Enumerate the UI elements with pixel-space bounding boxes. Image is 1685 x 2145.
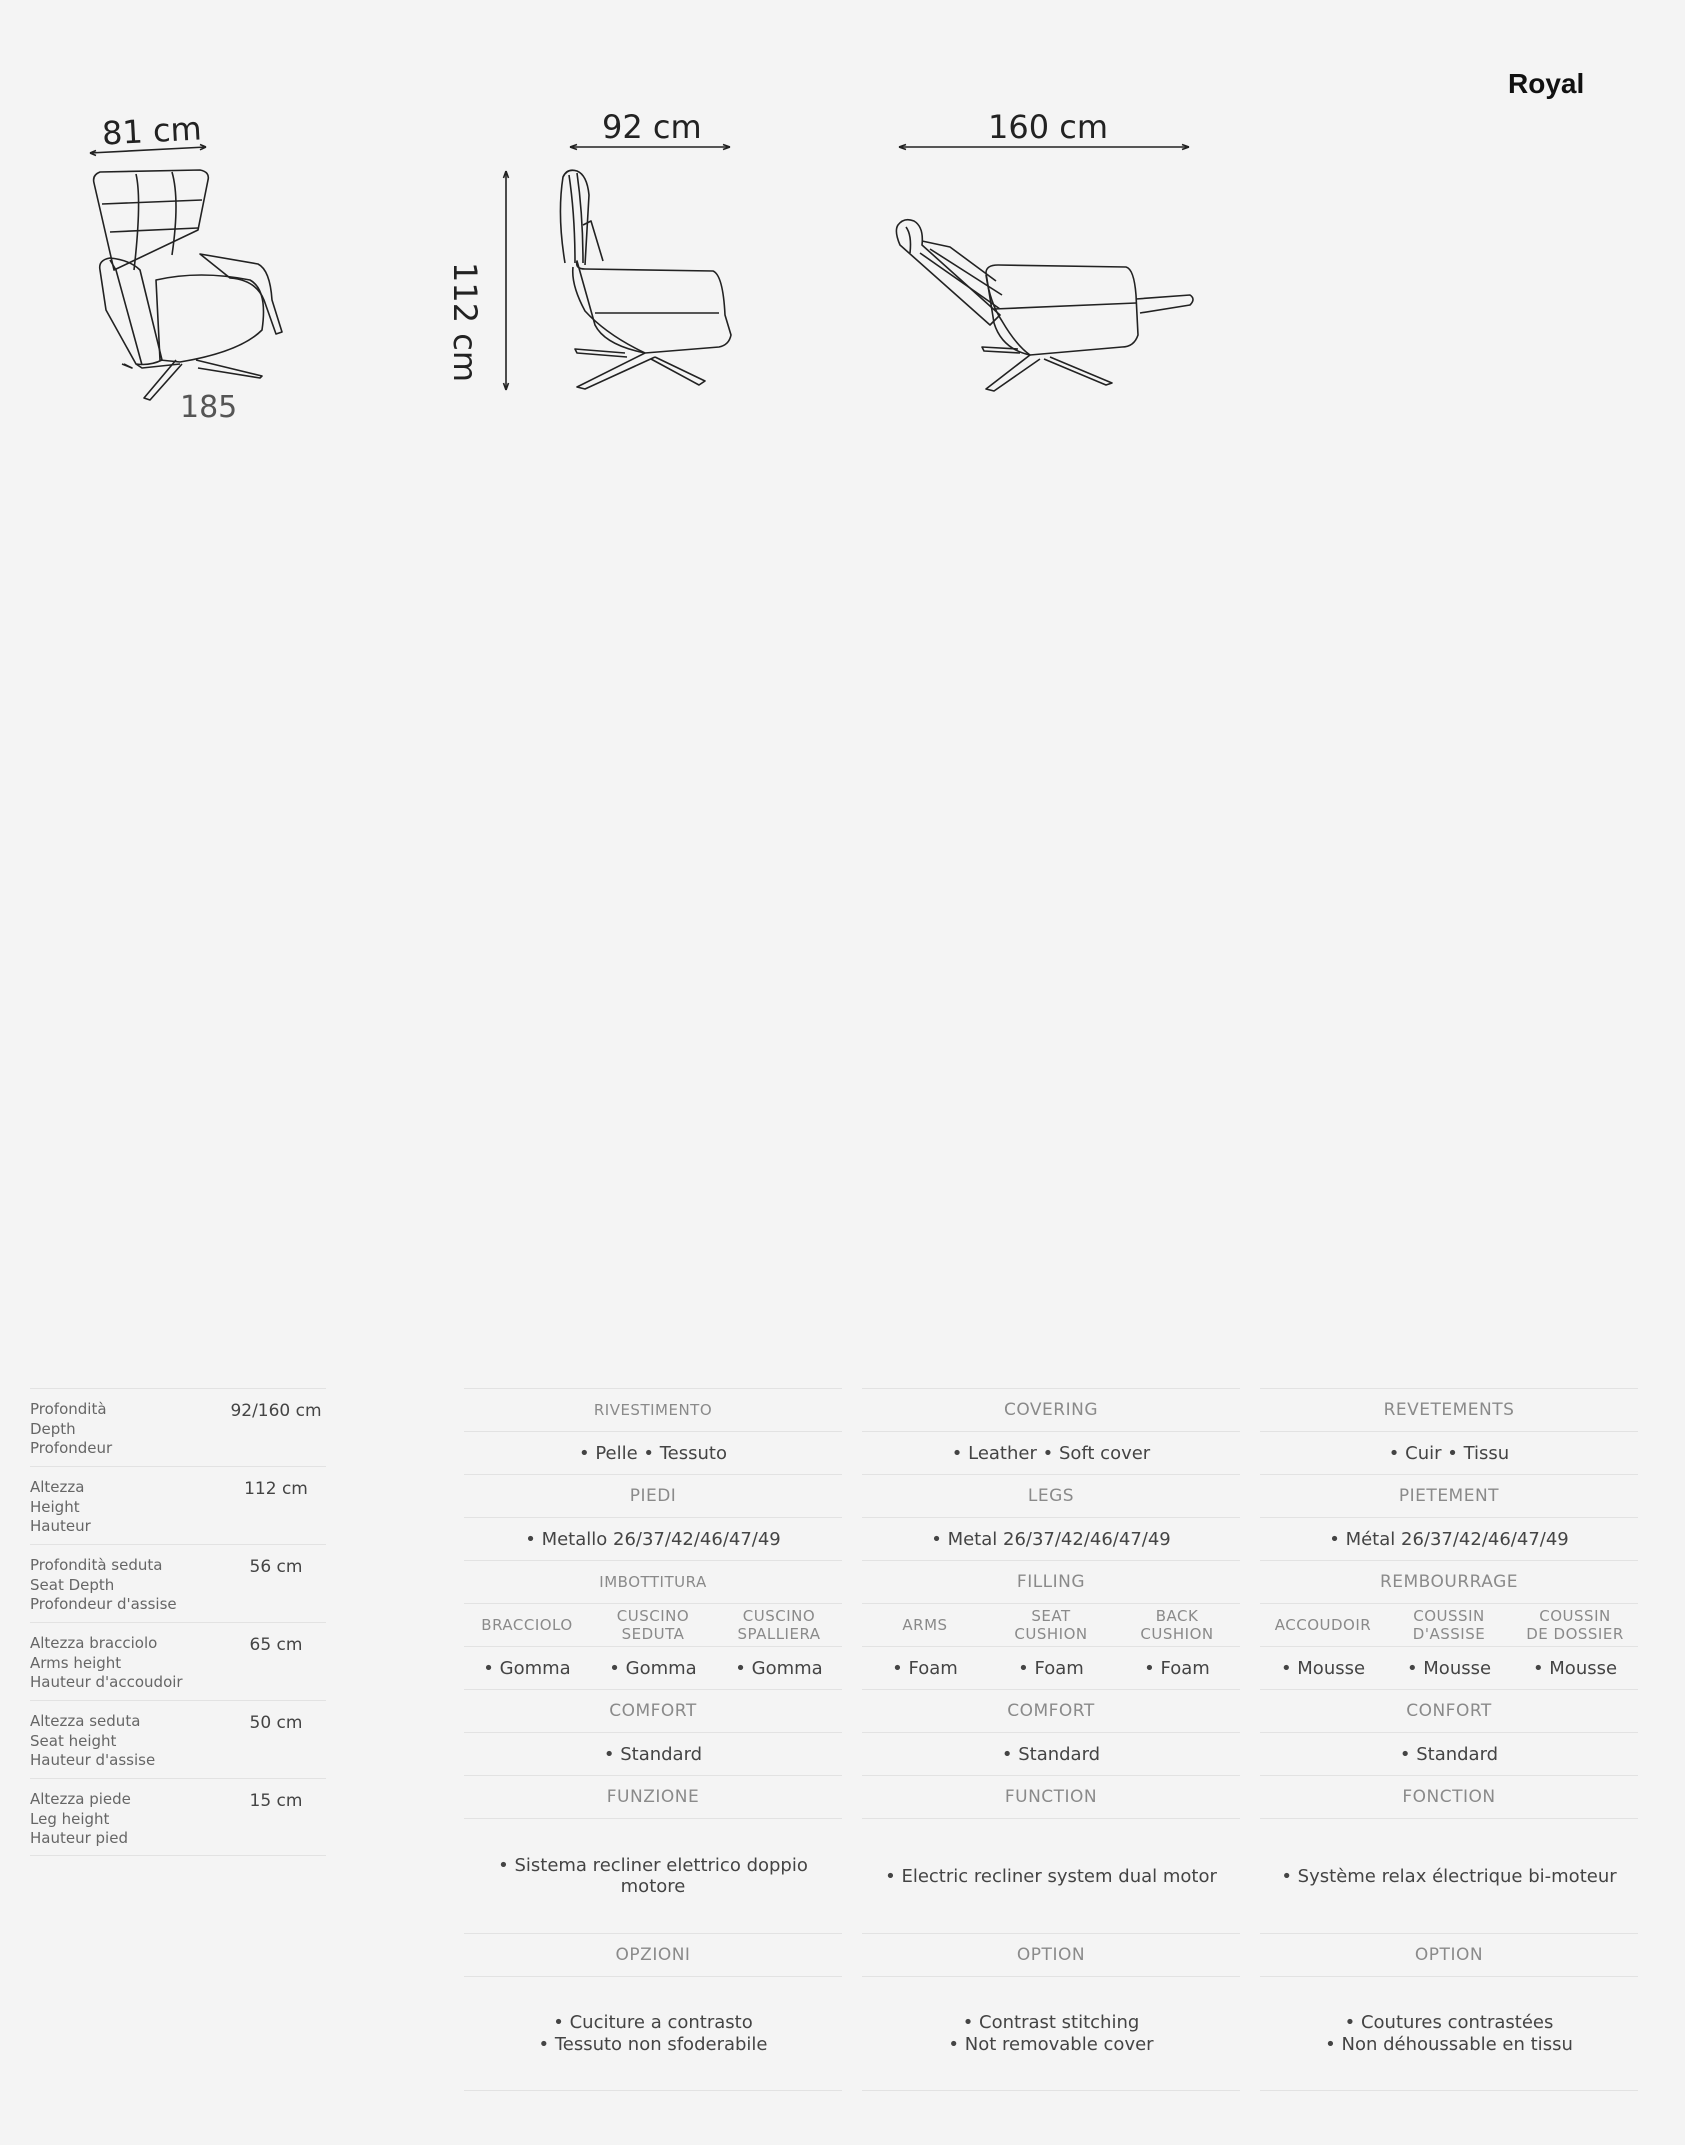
dimension-value: 65 cm [249,1635,303,1655]
front-width-label: 81 cm [101,109,203,153]
dimension-name-it: Profondità seduta [30,1556,163,1574]
dimension-name-fr: Profondeur d'assise [30,1595,177,1613]
dimension-name-en: Leg height [30,1809,110,1828]
brand-name: Royal [1508,68,1585,99]
filling-subheader-label: COUSSIN D'ASSISE [1412,1607,1486,1643]
filling-subheader-label: BRACCIOLO [481,1616,573,1634]
dimension-name-en: Height [30,1497,80,1516]
dimension-name-fr: Hauteur pied [30,1829,128,1847]
option-value: • Contrast stitching [962,2011,1140,2033]
spec-column-english [862,1388,1240,2091]
function-header: FUNZIONE [464,1775,842,1818]
filling-subheaders [862,1603,1240,1646]
filling-subheader-label: ARMS [902,1616,948,1634]
dimension-name-it: Altezza [30,1478,85,1496]
dimension-name-it: Altezza piede [30,1790,131,1808]
legs-header: PIETEMENT [1260,1474,1638,1517]
filling-values [1260,1646,1638,1689]
filling-header: IMBOTTITURA [464,1560,842,1603]
option-values [862,1976,1240,2091]
covering-header: REVETEMENTS [1260,1388,1638,1431]
option-header: OPTION [862,1933,1240,1976]
filling-value: • Foam [1144,1657,1210,1679]
covering-value: • Leather • Soft cover [862,1431,1240,1474]
dimension-value: 50 cm [249,1713,303,1733]
function-value: • Electric recliner system dual motor [862,1818,1240,1933]
filling-subheader [988,1604,1114,1646]
filling-subheader-label: BACK CUSHION [1140,1607,1214,1643]
filling-header: REMBOURRAGE [1260,1560,1638,1603]
filling-subheader [1512,1604,1638,1646]
legs-header: LEGS [862,1474,1240,1517]
dimension-name-it: Altezza bracciolo [30,1634,158,1652]
filling-subheader [716,1604,842,1646]
dimension-row-height [30,1466,326,1544]
filling-subheader [1386,1604,1512,1646]
dimension-name-en: Seat Depth [30,1575,115,1594]
filling-subheader-label: CUSCINO SPALLIERA [737,1607,821,1643]
filling-subheaders [1260,1603,1638,1646]
legs-value: • Métal 26/37/42/46/47/49 [1260,1517,1638,1560]
option-value: • Non déhoussable en tissu [1325,2033,1573,2055]
spec-column-italian [464,1388,842,2091]
filling-value: • Foam [1018,1657,1084,1679]
filling-values [464,1646,842,1689]
option-value: • Not removable cover [948,2033,1154,2055]
filling-subheader-label: COUSSIN DE DOSSIER [1526,1607,1624,1643]
filling-value: • Gomma [609,1657,697,1679]
filling-value: • Mousse [1406,1657,1492,1679]
legs-value: • Metal 26/37/42/46/47/49 [862,1517,1240,1560]
dimension-row-arms-height [30,1622,326,1700]
reclined-view-drawing [890,135,1210,405]
dimension-name-fr: Profondeur [30,1439,113,1457]
filling-subheader [590,1604,716,1646]
filling-header: FILLING [862,1560,1240,1603]
filling-value: • Gomma [483,1657,571,1679]
dimension-row-leg-height [30,1778,326,1856]
dimension-row-seat-height [30,1700,326,1778]
covering-header: COVERING [862,1388,1240,1431]
dimension-name-en: Arms height [30,1653,122,1672]
dimension-name-fr: Hauteur [30,1517,91,1535]
comfort-value: • Standard [464,1732,842,1775]
legs-header: PIEDI [464,1474,842,1517]
comfort-value: • Standard [1260,1732,1638,1775]
front-view-drawing [80,120,310,420]
filling-subheader-label: CUSCINO SEDUTA [616,1607,690,1643]
comfort-header: COMFORT [862,1689,1240,1732]
filling-value: • Foam [892,1657,958,1679]
dimension-name-en: Depth [30,1419,76,1438]
side-height-label: 112 cm [446,262,484,383]
option-values [464,1976,842,2091]
filling-subheader [862,1604,988,1646]
dimension-row-seat-depth [30,1544,326,1622]
filling-subheader [464,1604,590,1646]
function-value: • Système relax électrique bi-moteur [1260,1818,1638,1933]
dimension-name-en: Seat height [30,1731,117,1750]
dimension-row-depth [30,1388,326,1466]
covering-value: • Pelle • Tessuto [464,1431,842,1474]
filling-value: • Mousse [1532,1657,1618,1679]
option-header: OPZIONI [464,1933,842,1976]
dimension-value: 56 cm [249,1557,303,1577]
filling-subheader-label: ACCOUDOIR [1274,1616,1372,1634]
dimensions-table [30,1388,326,1856]
filling-subheader [1114,1604,1240,1646]
dimension-name-fr: Hauteur d'assise [30,1751,156,1769]
dimension-value: 15 cm [249,1791,303,1811]
filling-subheader [1260,1604,1386,1646]
filling-subheader-label: SEAT CUSHION [1014,1607,1088,1643]
comfort-header: COMFORT [464,1689,842,1732]
reclined-width-label: 160 cm [988,108,1109,146]
option-header: OPTION [1260,1933,1638,1976]
function-value: • Sistema recliner elettrico doppio motore [464,1818,842,1933]
function-header: FONCTION [1260,1775,1638,1818]
dimension-value: 112 cm [244,1479,308,1499]
comfort-header: CONFORT [1260,1689,1638,1732]
dimension-value: 92/160 cm [230,1401,322,1421]
filling-value: • Mousse [1280,1657,1366,1679]
side-view-drawing [495,135,755,405]
covering-header: RIVESTIMENTO [464,1388,842,1431]
option-value: • Cuciture a contrasto [553,2011,753,2033]
dimension-name-it: Altezza seduta [30,1712,141,1730]
option-values [1260,1976,1638,2091]
legs-value: • Metallo 26/37/42/46/47/49 [464,1517,842,1560]
dimension-name-fr: Hauteur d'accoudoir [30,1673,183,1691]
option-value: • Tessuto non sfoderabile [538,2033,768,2055]
option-value: • Coutures contrastées [1344,2011,1554,2033]
spec-column-french [1260,1388,1638,2091]
side-width-label: 92 cm [602,108,702,146]
filling-values [862,1646,1240,1689]
filling-subheaders [464,1603,842,1646]
function-header: FUNCTION [862,1775,1240,1818]
covering-value: • Cuir • Tissu [1260,1431,1638,1474]
dimension-name-it: Profondità [30,1400,107,1418]
comfort-value: • Standard [862,1732,1240,1775]
filling-value: • Gomma [735,1657,823,1679]
model-code-label: 185 [180,390,238,425]
